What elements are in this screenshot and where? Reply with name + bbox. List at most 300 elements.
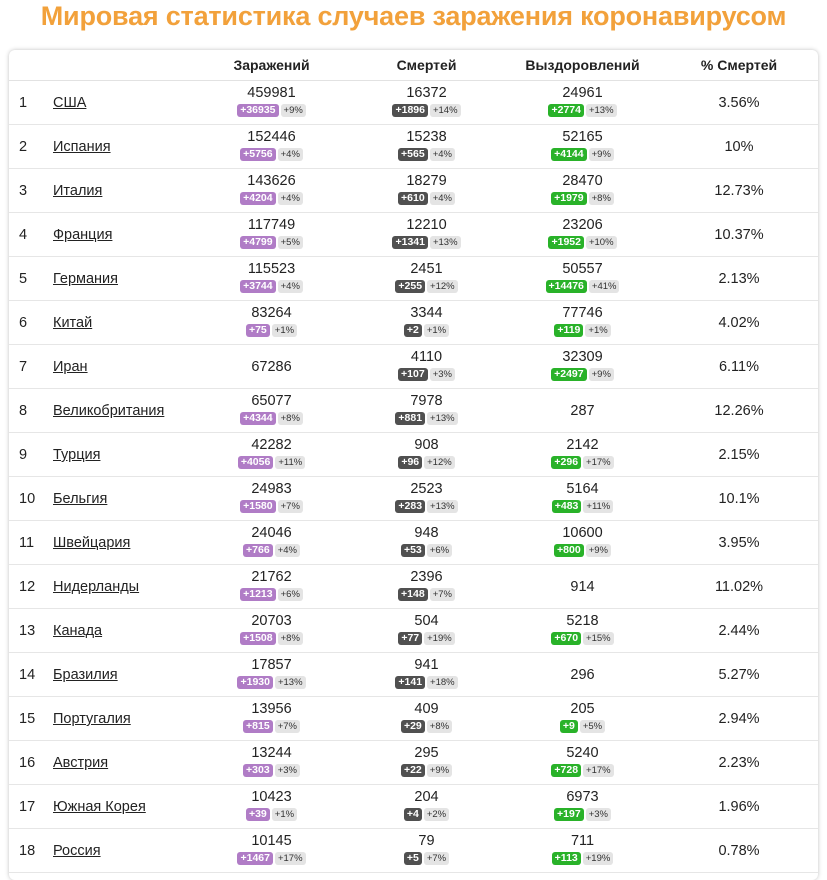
infected-cell (194, 745, 349, 777)
country-link[interactable]: Испания (53, 139, 111, 155)
recovered-delta-badge: +800 (554, 544, 584, 557)
infected-total: 459981 (247, 85, 296, 101)
recovered-total: 2142 (566, 437, 599, 453)
deaths-delta-badge: +4 (404, 808, 422, 821)
recovered-pct-badge: +19% (583, 852, 614, 865)
row-rank: 5 (19, 271, 28, 287)
infected-cell (194, 789, 349, 821)
table-row (9, 389, 818, 433)
recovered-change (505, 499, 660, 513)
deaths-cell (349, 613, 504, 645)
recovered-cell (505, 701, 660, 733)
deaths-delta-badge: +1341 (392, 236, 428, 249)
deaths-pct-badge: +8% (427, 720, 452, 733)
infected-delta-badge: +303 (243, 764, 273, 777)
table-header (9, 50, 818, 81)
deaths-change (349, 323, 504, 337)
deaths-cell (349, 261, 504, 293)
recovered-total: 32309 (562, 349, 603, 365)
table-row (9, 169, 818, 213)
death-rate-cell: 10.37% (714, 227, 764, 243)
infected-pct-badge: +8% (278, 412, 303, 425)
table-row (9, 741, 818, 785)
infected-change (194, 235, 349, 249)
country-link[interactable]: Нидерланды (53, 579, 140, 595)
recovered-delta-badge: +296 (551, 456, 581, 469)
infected-change (194, 807, 349, 821)
infected-change (194, 103, 349, 117)
death-rate-cell: 3.56% (718, 95, 760, 111)
deaths-pct-badge: +18% (427, 676, 458, 689)
country-link[interactable]: Италия (53, 183, 103, 199)
deaths-change (349, 499, 504, 513)
death-rate-cell: 2.13% (718, 271, 760, 287)
deaths-cell (349, 173, 504, 205)
table-row (9, 565, 818, 609)
infected-change (194, 279, 349, 293)
deaths-delta-badge: +1896 (392, 104, 428, 117)
deaths-cell (349, 217, 504, 249)
infected-pct-badge: +11% (275, 456, 305, 469)
deaths-delta-badge: +283 (395, 500, 425, 513)
deaths-total: 3344 (410, 305, 443, 321)
deaths-change (349, 235, 504, 249)
table-row (9, 345, 818, 389)
deaths-total: 2396 (410, 569, 443, 585)
recovered-change (505, 279, 660, 293)
country-link[interactable]: Португалия (53, 711, 131, 727)
deaths-delta-badge: +148 (398, 588, 428, 601)
infected-cell (194, 359, 349, 376)
deaths-change (349, 807, 504, 821)
infected-delta-badge: +1508 (240, 632, 276, 645)
recovered-delta-badge: +4144 (551, 148, 587, 161)
deaths-total: 941 (414, 657, 439, 673)
recovered-change (505, 543, 660, 557)
recovered-total: 287 (570, 403, 595, 419)
header-recovered[interactable]: Выздоровлений (525, 57, 640, 73)
infected-total: 10145 (251, 833, 292, 849)
deaths-cell (349, 833, 504, 865)
country-link[interactable]: Великобритания (53, 403, 165, 419)
country-link[interactable]: Франция (53, 227, 113, 243)
row-rank: 7 (19, 359, 28, 375)
infected-change (194, 323, 349, 337)
death-rate-cell: 12.26% (714, 403, 764, 419)
row-rank: 8 (19, 403, 28, 419)
death-rate-cell: 12.73% (714, 183, 764, 199)
deaths-pct-badge: +9% (427, 764, 452, 777)
deaths-cell (349, 393, 504, 425)
infected-change (194, 587, 349, 601)
deaths-delta-badge: +96 (398, 456, 422, 469)
recovered-pct-badge: +9% (586, 544, 611, 557)
header-deaths[interactable]: Смертей (396, 57, 457, 73)
deaths-change (349, 367, 504, 381)
infected-delta-badge: +39 (246, 808, 270, 821)
recovered-pct-badge: +41% (589, 280, 620, 293)
deaths-change (349, 631, 504, 645)
row-rank: 2 (19, 139, 28, 155)
recovered-total: 77746 (562, 305, 603, 321)
infected-delta-badge: +766 (243, 544, 273, 557)
infected-cell (194, 217, 349, 249)
deaths-delta-badge: +141 (395, 676, 425, 689)
deaths-total: 948 (414, 525, 439, 541)
recovered-total: 296 (570, 667, 595, 683)
deaths-cell (349, 657, 504, 689)
table-row (9, 257, 818, 301)
deaths-change (349, 587, 504, 601)
infected-change (194, 411, 349, 425)
recovered-change (505, 851, 660, 865)
table-row (9, 521, 818, 565)
country-link[interactable]: Китай (53, 315, 93, 331)
deaths-delta-badge: +29 (401, 720, 425, 733)
infected-change (194, 499, 349, 513)
deaths-pct-badge: +14% (430, 104, 461, 117)
header-infected[interactable]: Заражений (233, 57, 310, 73)
recovered-total: 23206 (562, 217, 603, 233)
infected-total: 10423 (251, 789, 292, 805)
infected-pct-badge: +4% (278, 148, 303, 161)
deaths-pct-badge: +13% (427, 412, 458, 425)
recovered-change (505, 103, 660, 117)
death-rate-cell: 2.23% (718, 755, 760, 771)
recovered-total: 50557 (562, 261, 603, 277)
recovered-delta-badge: +483 (552, 500, 582, 513)
infected-change (194, 851, 349, 865)
recovered-delta-badge: +670 (551, 632, 581, 645)
infected-cell (194, 613, 349, 645)
infected-change (194, 191, 349, 205)
deaths-change (349, 675, 504, 689)
deaths-pct-badge: +7% (430, 588, 455, 601)
infected-change (194, 455, 349, 469)
recovered-pct-badge: +11% (583, 500, 613, 513)
infected-total: 83264 (251, 305, 292, 321)
infected-delta-badge: +1580 (240, 500, 276, 513)
deaths-change (349, 191, 504, 205)
recovered-cell (505, 261, 660, 293)
deaths-pct-badge: +2% (424, 808, 449, 821)
recovered-change (505, 763, 660, 777)
infected-cell (194, 129, 349, 161)
deaths-total: 2451 (410, 261, 443, 277)
deaths-delta-badge: +22 (401, 764, 425, 777)
deaths-delta-badge: +53 (401, 544, 425, 557)
infected-total: 42282 (251, 437, 292, 453)
recovered-change (505, 807, 660, 821)
deaths-pct-badge: +4% (430, 192, 455, 205)
infected-total: 115523 (247, 261, 296, 277)
row-rank: 18 (19, 843, 36, 859)
table-row (9, 609, 818, 653)
infected-pct-badge: +3% (275, 764, 300, 777)
recovered-cell (505, 481, 660, 513)
recovered-delta-badge: +113 (552, 852, 581, 865)
infected-delta-badge: +1467 (237, 852, 273, 865)
deaths-total: 908 (414, 437, 439, 453)
infected-total: 13244 (251, 745, 292, 761)
deaths-cell (349, 85, 504, 117)
infected-delta-badge: +36935 (237, 104, 278, 117)
infected-change (194, 675, 349, 689)
infected-pct-badge: +5% (278, 236, 303, 249)
infected-pct-badge: +6% (278, 588, 303, 601)
recovered-pct-badge: +5% (580, 720, 605, 733)
deaths-delta-badge: +5 (404, 852, 422, 865)
infected-pct-badge: +9% (281, 104, 306, 117)
country-link[interactable]: Турция (53, 447, 101, 463)
row-rank: 10 (19, 491, 36, 507)
recovered-change (505, 323, 660, 337)
recovered-cell (505, 173, 660, 205)
table-row (9, 433, 818, 477)
recovered-pct-badge: +9% (589, 148, 614, 161)
row-rank: 11 (19, 535, 35, 551)
deaths-pct-badge: +3% (430, 368, 455, 381)
recovered-pct-badge: +13% (586, 104, 617, 117)
death-rate-cell: 1.96% (718, 799, 760, 815)
recovered-delta-badge: +14476 (546, 280, 587, 293)
recovered-total: 24961 (562, 85, 603, 101)
infected-delta-badge: +75 (246, 324, 270, 337)
recovered-pct-badge: +8% (589, 192, 614, 205)
infected-delta-badge: +4056 (238, 456, 274, 469)
country-link[interactable]: Россия (53, 843, 101, 859)
table-row (9, 785, 818, 829)
recovered-pct-badge: +3% (586, 808, 611, 821)
recovered-total: 5240 (566, 745, 599, 761)
recovered-change (505, 631, 660, 645)
row-rank: 6 (19, 315, 28, 331)
infected-pct-badge: +4% (278, 192, 303, 205)
recovered-pct-badge: +1% (585, 324, 610, 337)
infected-delta-badge: +5756 (240, 148, 276, 161)
country-link[interactable]: США (53, 95, 87, 111)
deaths-cell (349, 525, 504, 557)
deaths-change (349, 411, 504, 425)
infected-cell (194, 481, 349, 513)
deaths-cell (349, 305, 504, 337)
deaths-delta-badge: +2 (404, 324, 422, 337)
deaths-cell (349, 569, 504, 601)
death-rate-cell: 2.15% (718, 447, 760, 463)
header-death-rate[interactable]: % Смертей (700, 57, 778, 73)
recovered-total: 205 (570, 701, 595, 717)
recovered-cell (505, 217, 660, 249)
death-rate-cell: 4.02% (718, 315, 760, 331)
row-rank: 13 (19, 623, 36, 639)
infected-change (194, 543, 349, 557)
infected-delta-badge: +4204 (240, 192, 276, 205)
deaths-cell (349, 129, 504, 161)
recovered-delta-badge: +1952 (548, 236, 584, 249)
infected-delta-badge: +1213 (240, 588, 276, 601)
deaths-pct-badge: +12% (424, 456, 455, 469)
row-rank: 1 (19, 95, 28, 111)
recovered-cell (505, 403, 660, 420)
country-link[interactable]: Бразилия (53, 667, 118, 683)
deaths-pct-badge: +1% (424, 324, 449, 337)
recovered-change (505, 191, 660, 205)
deaths-total: 15238 (406, 129, 447, 145)
deaths-total: 4110 (410, 349, 443, 365)
row-rank: 16 (19, 755, 36, 771)
country-link[interactable]: Иран (53, 359, 88, 375)
recovered-pct-badge: +17% (583, 456, 614, 469)
stats-table (9, 50, 818, 880)
infected-total: 67286 (251, 359, 292, 375)
deaths-pct-badge: +7% (424, 852, 449, 865)
recovered-delta-badge: +197 (554, 808, 584, 821)
infected-cell (194, 833, 349, 865)
table-row (9, 125, 818, 169)
deaths-pct-badge: +12% (427, 280, 458, 293)
recovered-total: 10600 (562, 525, 603, 541)
country-link[interactable]: Канада (53, 623, 103, 639)
infected-change (194, 719, 349, 733)
recovered-cell (505, 613, 660, 645)
recovered-cell (505, 525, 660, 557)
deaths-pct-badge: +19% (424, 632, 455, 645)
infected-total: 21762 (251, 569, 292, 585)
infected-cell (194, 437, 349, 469)
table-row (9, 697, 818, 741)
country-link[interactable]: Бельгия (53, 491, 108, 507)
deaths-total: 504 (414, 613, 439, 629)
recovered-delta-badge: +2774 (548, 104, 584, 117)
infected-pct-badge: +4% (275, 544, 300, 557)
country-link[interactable]: Швейцария (53, 535, 131, 551)
infected-change (194, 147, 349, 161)
infected-cell (194, 569, 349, 601)
infected-pct-badge: +7% (278, 500, 303, 513)
table-row (9, 81, 818, 125)
table-row (9, 213, 818, 257)
infected-cell (194, 173, 349, 205)
deaths-cell (349, 481, 504, 513)
row-rank: 12 (19, 579, 36, 595)
recovered-total: 5164 (566, 481, 599, 497)
recovered-total: 6973 (566, 789, 599, 805)
deaths-cell (349, 745, 504, 777)
deaths-pct-badge: +6% (427, 544, 452, 557)
recovered-change (505, 367, 660, 381)
recovered-cell (505, 305, 660, 337)
infected-pct-badge: +1% (272, 808, 297, 821)
infected-total: 117749 (247, 217, 296, 233)
deaths-total: 2523 (410, 481, 443, 497)
deaths-pct-badge: +4% (430, 148, 455, 161)
recovered-delta-badge: +1979 (551, 192, 587, 205)
recovered-total: 28470 (562, 173, 603, 189)
deaths-change (349, 719, 504, 733)
country-link[interactable]: Южная Корея (53, 799, 146, 815)
recovered-cell (505, 129, 660, 161)
deaths-delta-badge: +881 (395, 412, 425, 425)
country-link[interactable]: Германия (53, 271, 119, 287)
recovered-cell (505, 579, 660, 596)
deaths-change (349, 851, 504, 865)
deaths-change (349, 763, 504, 777)
infected-cell (194, 85, 349, 117)
recovered-change (505, 719, 660, 733)
infected-total: 20703 (251, 613, 292, 629)
table-body (9, 81, 818, 873)
recovered-pct-badge: +15% (583, 632, 614, 645)
deaths-pct-badge: +13% (427, 500, 458, 513)
recovered-total: 52165 (562, 129, 603, 145)
infected-cell (194, 657, 349, 689)
recovered-pct-badge: +10% (586, 236, 617, 249)
infected-delta-badge: +4344 (240, 412, 276, 425)
deaths-cell (349, 789, 504, 821)
deaths-total: 409 (414, 701, 439, 717)
deaths-change (349, 147, 504, 161)
death-rate-cell: 11.02% (714, 579, 764, 595)
infected-change (194, 763, 349, 777)
death-rate-cell: 10.1% (718, 491, 760, 507)
table-row (9, 653, 818, 697)
deaths-total: 79 (418, 833, 435, 849)
deaths-cell (349, 349, 504, 381)
deaths-change (349, 543, 504, 557)
death-rate-cell: 5.27% (718, 667, 760, 683)
infected-delta-badge: +4799 (240, 236, 276, 249)
recovered-cell (505, 833, 660, 865)
recovered-delta-badge: +2497 (551, 368, 587, 381)
recovered-total: 914 (570, 579, 595, 595)
row-rank: 3 (19, 183, 28, 199)
recovered-total: 711 (570, 833, 595, 849)
recovered-pct-badge: +17% (583, 764, 614, 777)
infected-total: 13956 (251, 701, 292, 717)
recovered-change (505, 235, 660, 249)
recovered-cell (505, 745, 660, 777)
recovered-total: 5218 (566, 613, 599, 629)
recovered-cell (505, 667, 660, 684)
infected-pct-badge: +13% (275, 676, 306, 689)
deaths-change (349, 103, 504, 117)
infected-total: 143626 (247, 173, 296, 189)
country-link[interactable]: Австрия (53, 755, 109, 771)
infected-delta-badge: +3744 (240, 280, 276, 293)
death-rate-cell: 10% (724, 139, 754, 155)
deaths-total: 7978 (410, 393, 443, 409)
infected-delta-badge: +815 (243, 720, 273, 733)
recovered-pct-badge: +9% (589, 368, 614, 381)
row-rank: 15 (19, 711, 36, 727)
infected-total: 24046 (251, 525, 292, 541)
table-row (9, 829, 818, 873)
recovered-cell (505, 85, 660, 117)
death-rate-cell: 2.44% (718, 623, 760, 639)
deaths-total: 12210 (406, 217, 447, 233)
infected-delta-badge: +1930 (237, 676, 273, 689)
recovered-delta-badge: +728 (551, 764, 581, 777)
infected-change (194, 631, 349, 645)
infected-total: 65077 (251, 393, 292, 409)
deaths-change (349, 279, 504, 293)
deaths-delta-badge: +107 (398, 368, 428, 381)
recovered-cell (505, 789, 660, 821)
deaths-delta-badge: +77 (398, 632, 422, 645)
infected-pct-badge: +4% (278, 280, 303, 293)
deaths-cell (349, 701, 504, 733)
death-rate-cell: 2.94% (718, 711, 760, 727)
